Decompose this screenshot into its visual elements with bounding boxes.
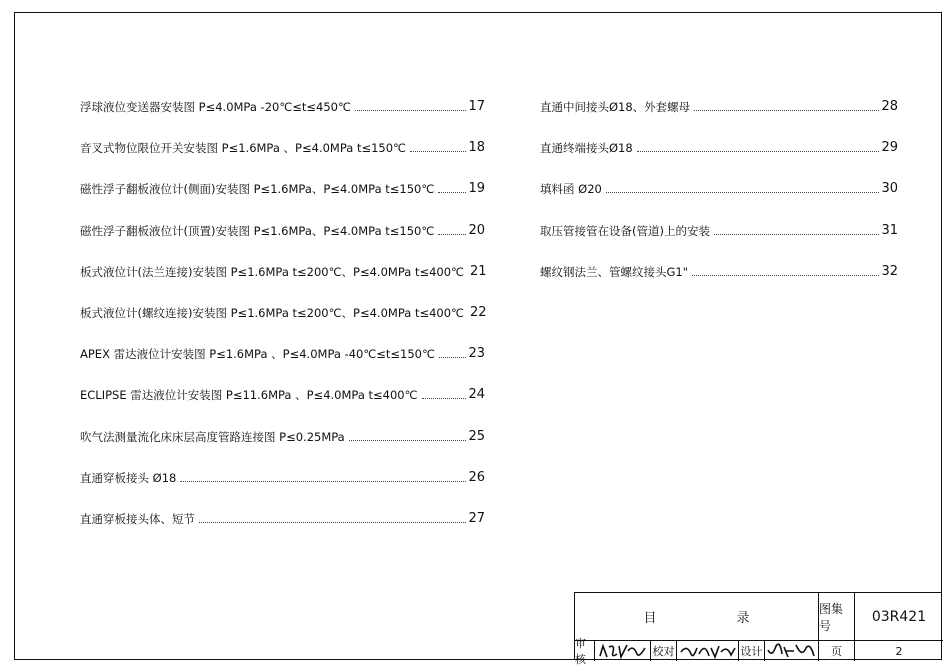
toc-entry [80, 300, 485, 320]
toc-entry-page: 25 [468, 428, 485, 444]
toc-entry-page: 27 [468, 511, 485, 526]
toc-entry-title: 直通中间接头Ø18、外套螺母 [540, 100, 691, 114]
toc-entry-title: 板式液位计(法兰连接)安装图 P≤1.6MPa t≤200℃、P≤4.0MPa t≤400℃ [80, 264, 464, 279]
page-label: 页 [819, 641, 855, 661]
toc-entry-title: 填料函 Ø20 [540, 182, 602, 197]
toc-entry [540, 218, 898, 238]
toc-entry-title: 直通穿板接头 Ø18 [80, 470, 177, 485]
toc-entry [80, 259, 485, 279]
review-label: 审核 [575, 641, 595, 661]
toc-dot-leader [349, 439, 467, 441]
toc-entry [540, 176, 898, 196]
toc-entry-page: 20 [468, 222, 485, 238]
toc-dot-leader [438, 191, 466, 193]
atlas-number: 03R421 [855, 593, 943, 641]
review-signature [595, 641, 651, 661]
toc-entry-page: 32 [881, 263, 898, 279]
toc-entry-page: 23 [468, 346, 485, 362]
toc-entry [80, 135, 485, 155]
toc-entry-title: 浮球液位变送器安装图 P≤4.0MPa -20℃≤t≤450℃ [80, 100, 351, 114]
toc-entry [540, 94, 898, 114]
atlas-number-label: 图集号 [819, 593, 855, 641]
toc-entry [80, 382, 485, 402]
check-signature [677, 641, 739, 661]
toc-dot-leader [637, 150, 880, 152]
toc-dot-leader [180, 480, 466, 482]
toc-entry-page: 21 [469, 263, 487, 279]
design-signature [765, 641, 819, 661]
toc-entry-page: 18 [468, 140, 485, 156]
toc-dot-leader [714, 233, 879, 235]
toc-entry-title: 直通穿板接头体、短节 [80, 512, 195, 526]
toc-dot-leader [606, 191, 880, 193]
toc-entry [540, 135, 898, 155]
toc-entry-title: 磁性浮子翻板液位计(侧面)安装图 P≤1.6MPa、P≤4.0MPa t≤150℃ [80, 182, 435, 197]
toc-entry [80, 94, 485, 114]
toc-entry [80, 506, 485, 526]
toc-dot-leader [422, 397, 467, 399]
toc-entry [80, 424, 485, 444]
toc-entry-title: 直通终端接头Ø18 [540, 141, 633, 156]
check-label: 校对 [651, 641, 677, 661]
toc-entry-title: 板式液位计(螺纹连接)安装图 P≤1.6MPa t≤200℃、P≤4.0MPa t≤400℃ [80, 306, 464, 320]
toc-entry [80, 176, 485, 196]
toc-entry-page: 29 [881, 140, 898, 156]
toc-dot-leader [692, 274, 879, 276]
toc-dot-leader [410, 150, 466, 152]
title-char-1: 目 [643, 611, 657, 626]
toc-entry-page: 28 [881, 99, 898, 114]
toc-entry-page: 26 [468, 469, 485, 485]
toc-entry-title: APEX 雷达液位计安装图 P≤1.6MPa 、P≤4.0MPa -40℃≤t≤150℃ [80, 347, 435, 362]
toc-entry-title: 吹气法测量流化床床层高度管路连接图 P≤0.25MPa [80, 429, 345, 444]
title-char-2: 录 [736, 611, 750, 626]
toc-entry [540, 259, 898, 279]
toc-dot-leader [438, 233, 466, 235]
toc-entry-title: 音叉式物位限位开关安装图 P≤1.6MPa 、P≤4.0MPa t≤150℃ [80, 141, 406, 156]
toc-entry-title: 磁性浮子翻板液位计(顶置)安装图 P≤1.6MPa、P≤4.0MPa t≤150℃ [80, 223, 435, 238]
toc-entry-page: 22 [469, 305, 487, 320]
design-label: 设计 [739, 641, 765, 661]
toc-dot-leader [694, 109, 879, 111]
title-block-title [575, 593, 819, 641]
toc-entry [80, 465, 485, 485]
toc-entry-title: 取压管接管在设备(管道)上的安装 [540, 223, 710, 238]
toc-entry-page: 24 [468, 387, 485, 403]
toc-entry [80, 341, 485, 361]
toc-dot-leader [355, 109, 467, 111]
toc-entry [80, 218, 485, 238]
title-block [574, 592, 942, 666]
toc-entry-page: 30 [881, 181, 898, 197]
toc-entry-title: 螺纹钢法兰、管螺纹接头G1" [540, 264, 689, 279]
toc-entry-title: ECLIPSE 雷达液位计安装图 P≤11.6MPa 、P≤4.0MPa t≤400℃ [80, 388, 418, 403]
toc-entry-page: 31 [881, 222, 898, 238]
toc-dot-leader [199, 521, 466, 523]
toc-entry-page: 17 [468, 99, 485, 114]
page-number: 2 [895, 644, 903, 658]
toc-entry-page: 19 [468, 181, 485, 197]
toc-dot-leader [439, 356, 467, 358]
